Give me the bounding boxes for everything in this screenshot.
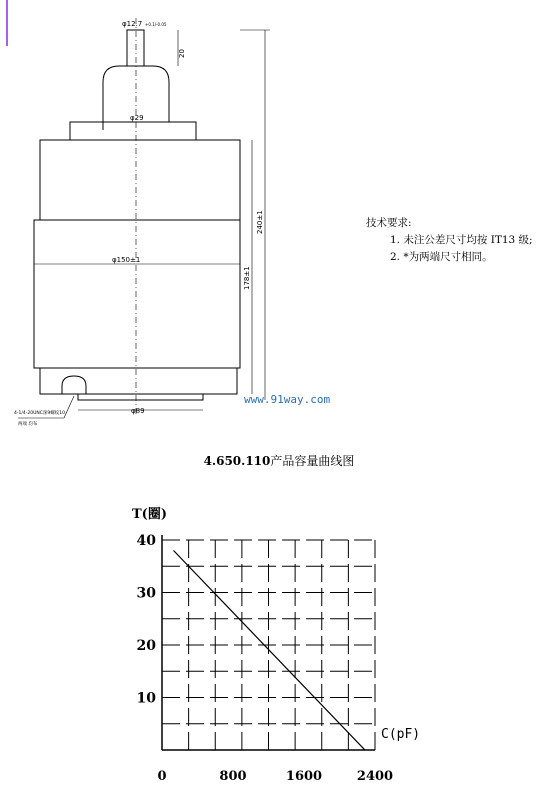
x-tick-label: 800 [219, 769, 247, 784]
dim-top-dia: φ12.7 [122, 20, 143, 28]
y-tick-label: 30 [136, 585, 156, 602]
y-axis-label: T(圈) [132, 507, 167, 522]
caption-text: 产品容量曲线图 [270, 454, 355, 468]
x-axis-label: C(pF) [381, 727, 421, 742]
dim-top-height: 20 [178, 49, 186, 58]
thread-note: 4-1/4-20UNC深9螺纹10 [14, 411, 65, 416]
y-tick-label: 10 [136, 690, 156, 707]
watermark-text: www.91way.com [244, 393, 331, 406]
notes-title: 技术要求: [366, 217, 412, 229]
neck-flange [70, 122, 196, 140]
series-line [174, 551, 375, 761]
dim-body-height: 178±1 [243, 266, 251, 290]
dim-top-tol: +0.1/-0.05 [145, 22, 167, 27]
upper-body [40, 140, 240, 220]
capacity-chart [0, 490, 558, 800]
thread-note-2: 两端 均布 [18, 422, 38, 427]
y-tick-label: 20 [136, 638, 156, 654]
chart-caption [0, 452, 558, 469]
x-tick-label: 2400 [356, 769, 394, 784]
dim-neck-dia: φ29 [130, 114, 144, 122]
main-body [34, 220, 240, 368]
y-tick-label: 40 [136, 533, 156, 549]
top-pin [127, 30, 144, 66]
dim-total-height: 240±1 [256, 210, 264, 234]
note-item-2: 2. *为两端尺寸相同。 [390, 251, 493, 263]
note-item-1: 1. 未注公差尺寸均按 IT13 级; [390, 234, 533, 246]
dim-base-dia: φ89 [131, 407, 145, 415]
technical-notes [366, 215, 533, 266]
dim-body-dia: φ150±1 [112, 256, 141, 264]
x-tick-label: 1600 [285, 769, 323, 784]
upper-neck [103, 66, 196, 130]
caption-model: 4.650.110 [203, 454, 271, 468]
x-tick-label: 0 [157, 769, 167, 784]
base-flange [78, 394, 203, 400]
thread-hole [62, 376, 86, 394]
base [40, 368, 237, 394]
